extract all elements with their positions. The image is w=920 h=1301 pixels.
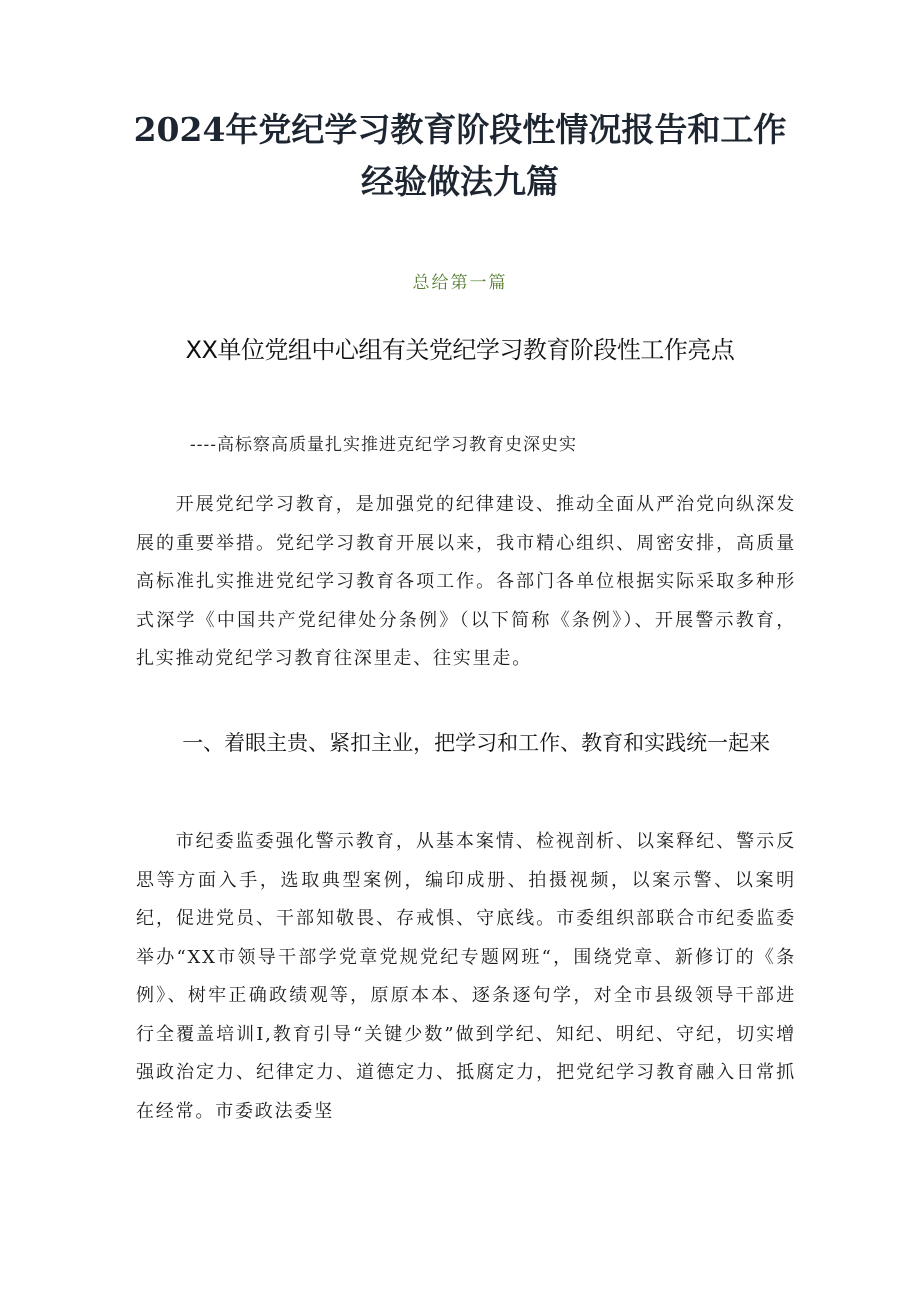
document-title: 2024年党纪学习教育阶段性情况报告和工作经验做法九篇 xyxy=(133,110,787,201)
body-paragraph-1: 开展党纪学习教育，是加强党的纪律建设、推动全面从严治党向纵深发展的重要举措。党纪学习教育开展以来，我市精心组织、周密安排，高质量高标准扎实推进党纪学习教育各项工作。各部门各单位根据实际采取多种形式深学《中国共产党纪律处分条例》（以下简称《条例》）、开展警示教育，扎实推动党纪学习教育往深里走、往实里走。 xyxy=(136,494,796,669)
section-label: 总给第一篇 xyxy=(412,273,508,293)
section-heading-1: 一、着眼主贵、紧扣主业，把学习和工作、教育和实践统一起来 xyxy=(182,731,771,755)
article-byline: ----高标察高质量扎实推进克纪学习教育史深史实 xyxy=(190,435,577,455)
body-paragraph-2: 市纪委监委强化警示教育，从基本案情、检视剖析、以案释纪、警示反思等方面入手，选取典型案例，编印成册、拍摄视频，以案示警、以案明纪，促进党员、干部知敬畏、存戒惧、守底线。市委组织部联合市纪委监委举办“XX市领导干部学党章党规党纪专题网班“，围绕党章、新修订的《条例》、树牢正确政绩观等，原原本本、逐条逐句学，对全市县级领导干部进行全覆盖培训I,教育引导“关键少数”做到学纪、知纪、明纪、守纪，切实增强政治定力、纪律定力、道德定力、抵腐定力，把党纪学习教育融入日常抓在经常。市委政法委坚 xyxy=(136,831,796,1122)
article-subtitle: XX单位党组中心组有关党纪学习教育阶段性工作亮点 xyxy=(185,336,735,364)
